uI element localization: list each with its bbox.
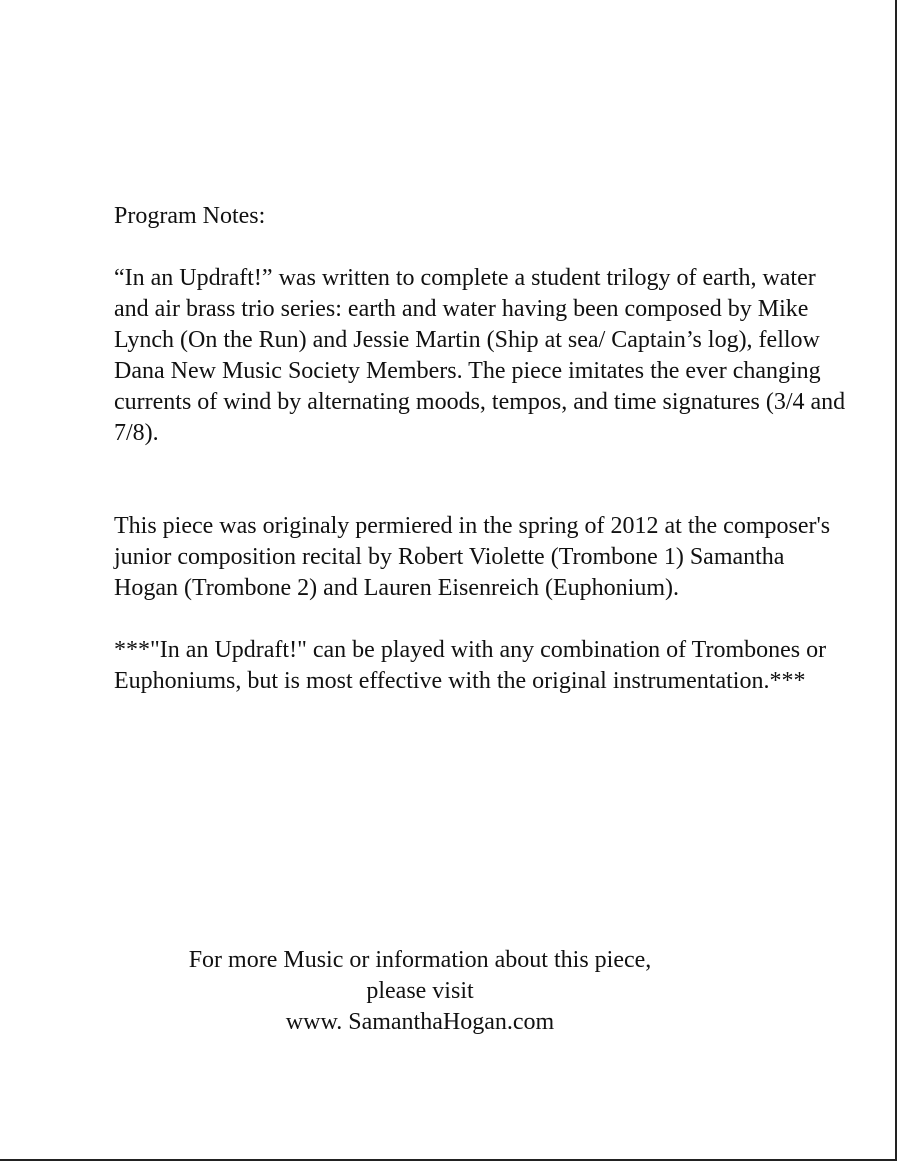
paragraph-trilogy: “In an Updraft!” was written to complete a student trilogy of earth, water and air brass trio series: earth and water having been composed by Mike Lynch (On the Run) and Jessie Martin (Ship at sea/ Captain’s log), fellow Dana New Music Society Members. The piece imitates the ever changing currents of wind by alternating moods, tempos, and time signatures (3/4 and 7/8). <box>114 265 846 446</box>
footer-contact <box>150 945 690 1038</box>
footer-line-1: For more Music or information about this piece, <box>188 947 652 973</box>
program-notes-heading: Program Notes: <box>114 203 266 229</box>
footer-line-2: please visit <box>366 978 474 1004</box>
paragraph-instrumentation: ***"In an Updraft!" can be played with any combination of Trombones or Euphoniums, but is most effective with the original instrumentation.*** <box>114 637 827 694</box>
footer-website: www. SamanthaHogan.com <box>285 1009 555 1035</box>
program-notes <box>114 201 854 697</box>
paragraph-premiere: This piece was originaly permiered in the spring of 2012 at the composer's junior composition recital by Robert Violette (Trombone 1) Samantha Hogan (Trombone 2) and Lauren Eisenreich (Euphonium). <box>114 513 831 601</box>
